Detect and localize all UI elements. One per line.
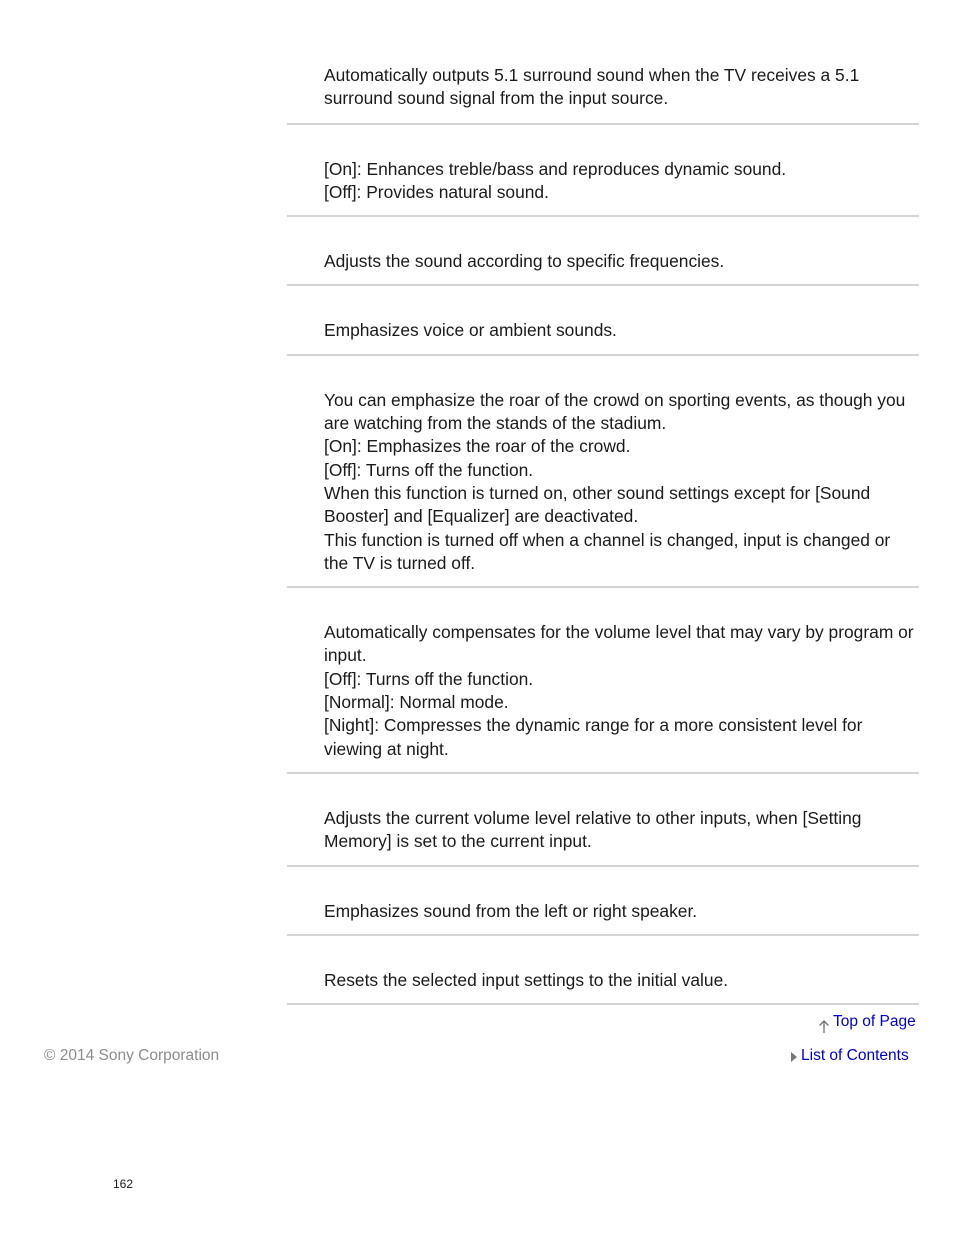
top-of-page-link[interactable]: Top of Page bbox=[833, 1013, 916, 1030]
description-line: [Off]: Provides natural sound. bbox=[324, 181, 549, 202]
description-line: This function is turned off when a channel is changed, input is changed or the TV is turned off. bbox=[324, 529, 891, 573]
list-of-contents-link[interactable]: List of Contents bbox=[801, 1047, 909, 1064]
description-line: Adjusts the sound according to specific frequencies. bbox=[324, 251, 725, 272]
setting-description bbox=[287, 250, 919, 273]
description-line: [Normal]: Normal mode. bbox=[324, 692, 509, 713]
setting-description bbox=[287, 64, 919, 111]
setting-section-sound-booster bbox=[287, 125, 919, 218]
setting-section-balance bbox=[287, 867, 919, 936]
setting-description bbox=[287, 389, 919, 575]
description-line: Automatically compensates for the volume level that may vary by program or input. bbox=[324, 622, 914, 666]
setting-description bbox=[287, 158, 919, 205]
setting-section-equalizer bbox=[287, 217, 919, 286]
description-line: [Night]: Compresses the dynamic range for a more consistent level for viewing at night. bbox=[324, 715, 863, 759]
setting-section-football-mode bbox=[287, 356, 919, 588]
description-line: Adjusts the current volume level relative to other inputs, when [Setting Memory] is set to the current input. bbox=[324, 807, 862, 852]
arrow-up-icon bbox=[818, 1019, 830, 1033]
setting-section-voice-zoom bbox=[287, 286, 919, 355]
settings-descriptions bbox=[287, 0, 919, 1005]
setting-section-volume-offset bbox=[287, 774, 919, 867]
setting-description bbox=[287, 900, 919, 923]
setting-description bbox=[287, 807, 919, 854]
description-line: [Off]: Turns off the function. bbox=[324, 459, 534, 480]
description-line: Emphasizes sound from the left or right speaker. bbox=[324, 900, 698, 921]
description-line: When this function is turned on, other sound settings except for [Sound Booster] and [Equalizer] are deactivated. bbox=[324, 482, 871, 527]
setting-description bbox=[287, 621, 919, 761]
triangle-right-icon bbox=[791, 1052, 797, 1062]
description-line: Emphasizes voice or ambient sounds. bbox=[324, 320, 617, 341]
description-line: [On]: Enhances treble/bass and reproduces dynamic sound. bbox=[324, 158, 787, 179]
description-line: [Off]: Turns off the function. bbox=[324, 668, 534, 689]
setting-description bbox=[287, 319, 919, 342]
setting-section-reset bbox=[287, 936, 919, 1005]
copyright-notice: © 2014 Sony Corporation bbox=[44, 1047, 220, 1064]
setting-description bbox=[287, 969, 919, 992]
description-line: Automatically outputs 5.1 surround sound when the TV receives a 5.1 surround sound signal from the input source. bbox=[324, 65, 860, 109]
setting-section-surround bbox=[287, 0, 919, 125]
description-line: Resets the selected input settings to the initial value. bbox=[324, 969, 729, 990]
page-number: 162 bbox=[113, 1177, 134, 1191]
description-line: [On]: Emphasizes the roar of the crowd. bbox=[324, 436, 631, 457]
description-line: You can emphasize the roar of the crowd on sporting events, as though you are watching from the stands of the stadium. bbox=[324, 389, 906, 434]
setting-section-auto-volume bbox=[287, 588, 919, 774]
